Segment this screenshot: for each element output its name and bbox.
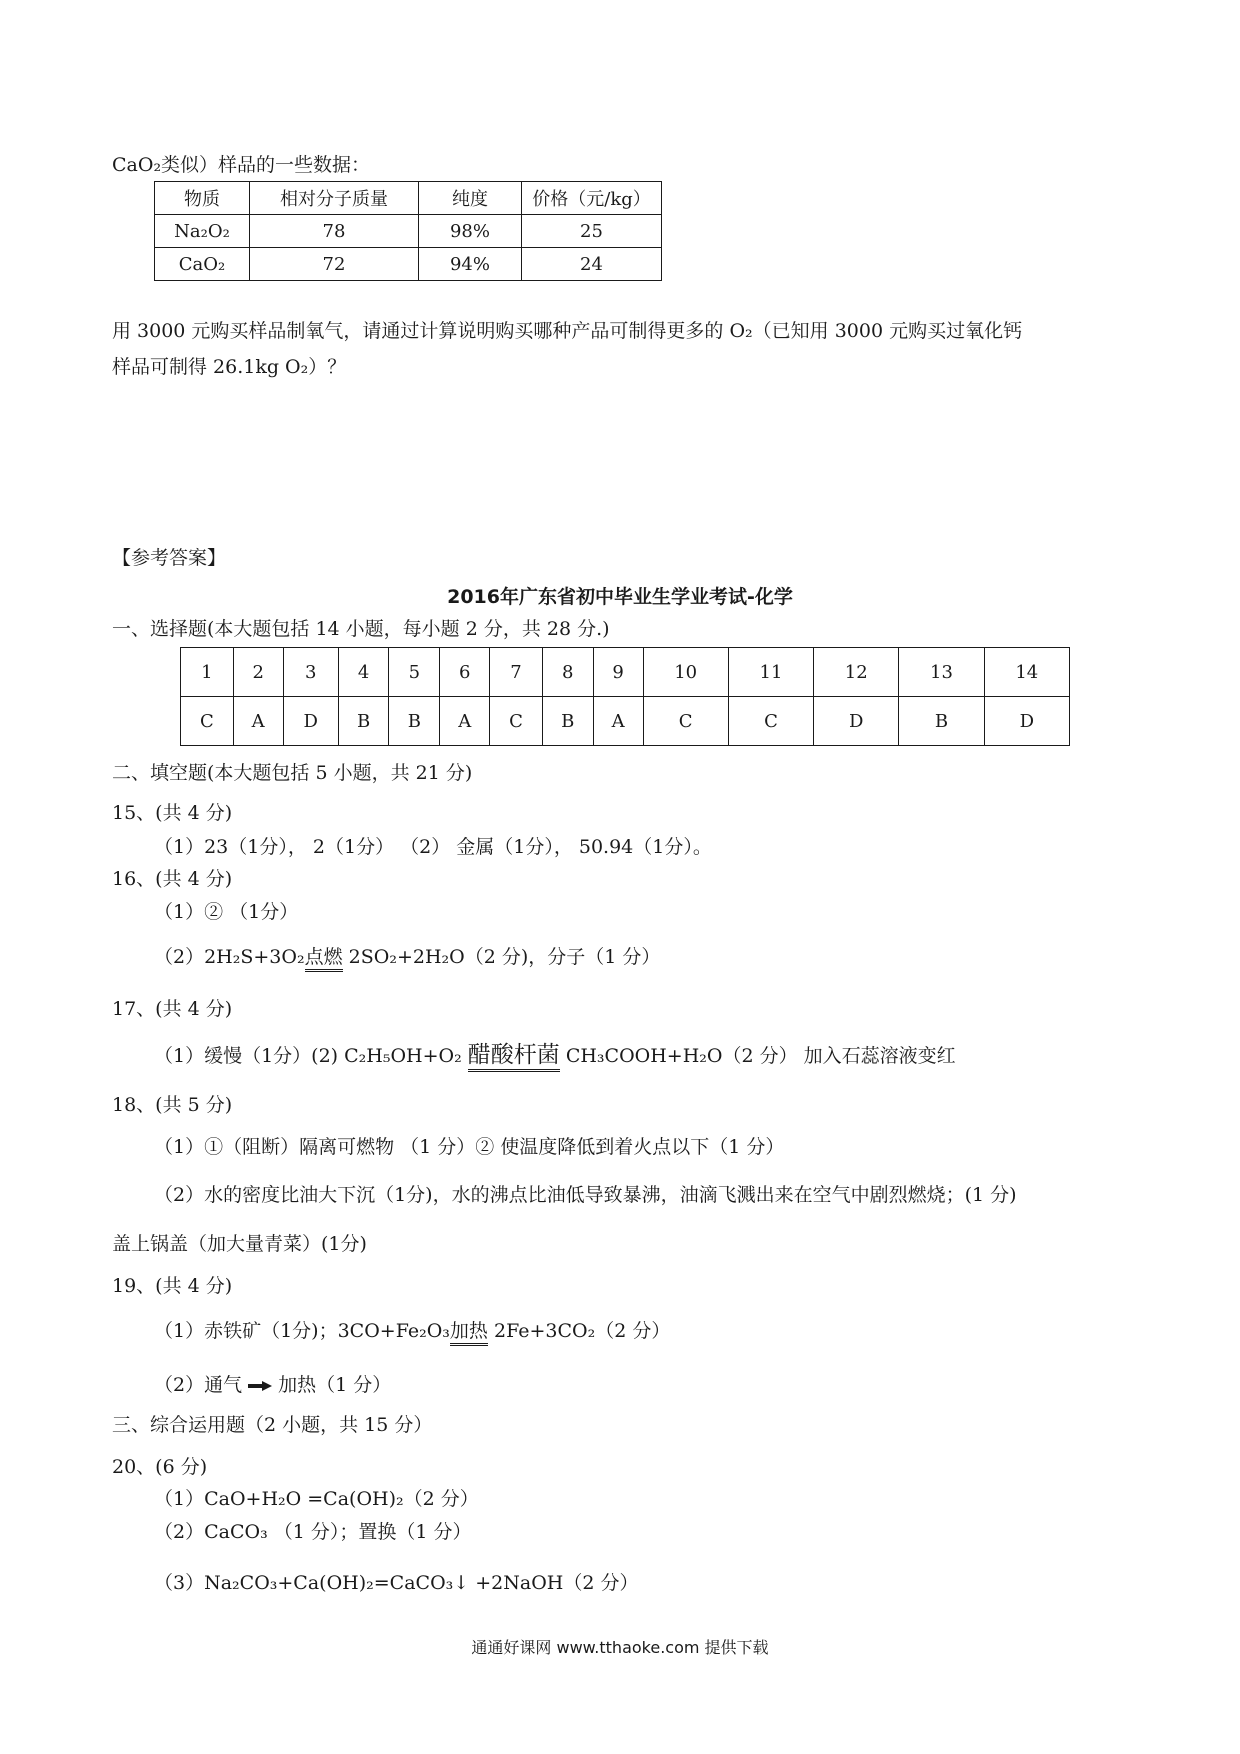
table-cell: 24 xyxy=(522,248,662,281)
answer-letter-cell: C xyxy=(181,697,234,746)
answer-letter-cell: A xyxy=(440,697,490,746)
equation-line xyxy=(154,946,660,968)
question-number-cell: 13 xyxy=(899,648,984,697)
step-text: 加热（1 分） xyxy=(278,1374,392,1396)
question-number-cell: 9 xyxy=(593,648,643,697)
section-heading: 一、选择题(本大题包括 14 小题，每小题 2 分，共 28 分.) xyxy=(112,618,610,640)
equation-reactants: （1）缓慢（1分）(2) C₂H₅OH+O₂ xyxy=(154,1045,468,1067)
question-number-cell: 2 xyxy=(233,648,283,697)
table-cell: 94% xyxy=(419,248,522,281)
reference-answer-label: 【参考答案】 xyxy=(112,547,227,569)
equation-products: 2Fe+3CO₂（2 分） xyxy=(487,1320,671,1342)
answer-letter-cell: C xyxy=(490,697,543,746)
answer-letter-cell: B xyxy=(542,697,593,746)
question-number-cell: 4 xyxy=(338,648,389,697)
answer-letter-row xyxy=(181,697,1070,746)
table-header-cell: 纯度 xyxy=(419,182,522,215)
table-header-row xyxy=(155,182,662,215)
equation-reactants: （2）2H₂S+3O₂ xyxy=(154,946,305,968)
question-number-cell: 7 xyxy=(490,648,543,697)
question-number-cell: 3 xyxy=(283,648,338,697)
right-arrow-icon xyxy=(248,1381,272,1391)
answer-letter-cell: C xyxy=(728,697,813,746)
question-number-cell: 12 xyxy=(814,648,899,697)
section-heading: 二、填空题(本大题包括 5 小题，共 21 分) xyxy=(112,762,473,784)
answer-line xyxy=(154,1374,391,1396)
question-number-cell: 5 xyxy=(389,648,440,697)
table-cell: Na₂O₂ xyxy=(155,215,250,248)
intro-text: CaO₂类似）样品的一些数据： xyxy=(112,154,371,176)
question-heading: 15、(共 4 分) xyxy=(112,802,233,824)
table-header-cell: 相对分子质量 xyxy=(250,182,419,215)
question-number-cell: 8 xyxy=(542,648,593,697)
answer-letter-cell: D xyxy=(814,697,899,746)
question-heading: 20、(6 分) xyxy=(112,1456,208,1478)
page-footer: 通通好课网 www.tthaoke.com 提供下载 xyxy=(471,1638,769,1657)
answer-letter-cell: C xyxy=(643,697,728,746)
reaction-condition: 醋酸杆菌 xyxy=(468,1042,560,1072)
question-number-cell: 1 xyxy=(181,648,234,697)
question-text: 用 3000 元购买样品制氧气，请通过计算说明购买哪种产品可制得更多的 O₂（已知用 3000 元购买过氧化钙 xyxy=(112,320,1023,342)
answer-letter-cell: B xyxy=(389,697,440,746)
answer-letter-cell: A xyxy=(593,697,643,746)
answer-line: （2）CaCO₃ （1 分）；置换（1 分） xyxy=(154,1521,472,1543)
reaction-condition: 点燃 xyxy=(305,946,343,972)
equation-products: CH₃COOH+H₂O（2 分） 加入石蕊溶液变红 xyxy=(559,1045,956,1067)
answer-line: 盖上锅盖（加大量青菜）(1分) xyxy=(112,1233,367,1255)
table-cell: 78 xyxy=(250,215,419,248)
table-header-cell: 物质 xyxy=(155,182,250,215)
section-heading: 三、综合运用题（2 小题，共 15 分） xyxy=(112,1414,433,1436)
table-row xyxy=(155,215,662,248)
answer-line: （2）水的密度比油大下沉（1分)，水的沸点比油低导致暴沸，油滴飞溅出来在空气中剧烈燃烧；(1 分) xyxy=(154,1184,1017,1206)
reaction-condition: 加热 xyxy=(450,1320,488,1346)
answer-letter-cell: D xyxy=(984,697,1069,746)
equation-line: （1）CaO+H₂O =Ca(OH)₂（2 分） xyxy=(154,1488,479,1510)
question-heading: 17、(共 4 分) xyxy=(112,998,233,1020)
equation-line: （3）Na₂CO₃+Ca(OH)₂=CaCO₃↓ +2NaOH（2 分） xyxy=(154,1572,639,1594)
answer-letter-cell: A xyxy=(233,697,283,746)
answer-letter-cell: D xyxy=(283,697,338,746)
table-cell: CaO₂ xyxy=(155,248,250,281)
table-cell: 25 xyxy=(522,215,662,248)
question-heading: 18、(共 5 分) xyxy=(112,1094,233,1116)
answer-line: （1）①（阻断）隔离可燃物 （1 分）② 使温度降低到着火点以下（1 分） xyxy=(154,1136,785,1158)
answer-key-table xyxy=(180,647,1070,746)
answer-letter-cell: B xyxy=(338,697,389,746)
answer-line: （1）② （1分） xyxy=(154,901,299,923)
question-number-cell: 11 xyxy=(728,648,813,697)
table-cell: 98% xyxy=(419,215,522,248)
question-heading: 19、(共 4 分) xyxy=(112,1275,233,1297)
equation-line xyxy=(154,1044,956,1067)
equation-line xyxy=(154,1320,670,1342)
question-number-cell: 14 xyxy=(984,648,1069,697)
table-header-cell: 价格（元/kg） xyxy=(522,182,662,215)
question-text: 样品可制得 26.1kg O₂）？ xyxy=(112,356,347,378)
step-text: （2）通气 xyxy=(154,1374,243,1396)
question-number-cell: 10 xyxy=(643,648,728,697)
sample-data-table xyxy=(154,181,662,281)
equation-reactants: （1）赤铁矿（1分)；3CO+Fe₂O₃ xyxy=(154,1320,450,1342)
question-number-cell: 6 xyxy=(440,648,490,697)
question-number-row xyxy=(181,648,1070,697)
question-heading: 16、(共 4 分) xyxy=(112,868,233,890)
table-cell: 72 xyxy=(250,248,419,281)
answer-line: （1）23（1分）， 2（1分） （2） 金属（1分）， 50.94（1分）。 xyxy=(154,836,712,858)
table-row xyxy=(155,248,662,281)
equation-products: 2SO₂+2H₂O（2 分)，分子（1 分） xyxy=(342,946,661,968)
answer-letter-cell: B xyxy=(899,697,984,746)
page-title: 2016年广东省初中毕业生学业考试-化学 xyxy=(447,586,793,608)
